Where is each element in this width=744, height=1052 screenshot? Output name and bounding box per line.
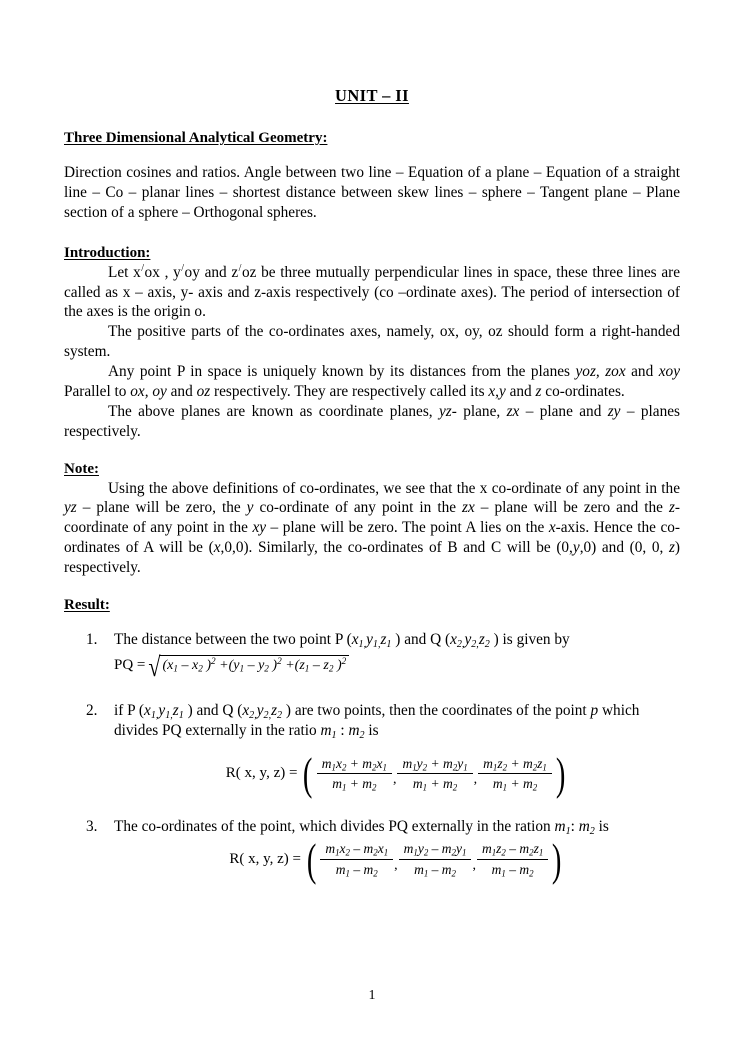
rad-t9: ) [333,657,342,673]
f3n-s4: 1 [542,761,547,772]
note-italic-z-coord: z [668,539,675,557]
result-item-2-text [114,702,639,739]
item2-text-d: which divides PQ externally in the ratio [114,701,640,739]
note-part-d: – plane will be zero and the [474,499,669,517]
result-item-1-number: 1. [86,630,98,648]
rad-t5: – y [244,657,265,673]
prime-mark-x: / [141,262,145,274]
fraction-numerator [397,755,472,775]
result-item-3-number: 3. [86,817,98,835]
rad-s3: 1 [239,663,245,674]
f1n-s4: 1 [382,761,387,772]
topic-heading [64,130,680,147]
g1n-m1: m [325,841,336,857]
left-paren-icon: ( [306,833,317,885]
fraction-denominator [488,774,542,793]
fraction-numerator [317,755,392,775]
note-part-h: ,0,0). Similarly, the co-ordinates of B and C will be (0, [220,539,573,557]
intro-p3-italic-yoz-zox: yoz, zox [575,363,626,380]
right-paren-icon: ) [555,747,566,799]
g1n-s4: 1 [383,847,389,858]
g2n-v1: y [417,841,424,857]
intro-p1-part-a: Let x [108,263,141,281]
item2-py1-sub: 1, [165,709,173,721]
g3n-op: – [505,841,520,857]
spacer-item2-item3 [64,793,680,817]
result-heading [64,597,680,614]
rad-t7: +(z [281,657,305,673]
intro-p4-part-c: – plane and [519,402,608,420]
item2-ratio-m2: m [348,721,360,739]
item1-qz2: z [478,630,485,648]
item2-py1: y [158,701,166,719]
rad-t4: +(y [215,657,240,673]
f2d-m1: m [412,776,423,792]
f2n-op: + [427,755,443,771]
fraction-denominator [327,774,381,793]
note-italic-x-axis: x [548,519,556,537]
item3-ratio-m1: m [554,817,566,835]
note-part-f: – plane will be zero. The point A lies on the [266,519,549,537]
f3n-s2: 2 [502,761,508,772]
list-item [64,701,680,799]
f3d-op: + [507,776,523,792]
item1-py1-sub: 1, [372,638,381,650]
topic-abstract: Direction cosines and ratios. Angle between two line – Equation of a plane – Equation of a straight line – Co – planar lines – shortest distance between skew lines – sphere – Tangent plane – Plane section of a sphere – Orthogonal spheres. [64,164,680,221]
item2-qz2: z [271,701,278,719]
formula-separator-comma: , [472,858,476,874]
item1-qx2: x [450,630,457,648]
item2-px1-sub: 1, [150,709,159,721]
f3n-v1: z [497,755,503,771]
item2-text-e: is [364,721,379,739]
g3n-s2: 2 [501,847,506,858]
f3d-s2: 2 [532,782,538,793]
unit-title-text: UNIT – II [335,86,409,105]
rad-s1: 1 [173,663,178,674]
radicand [159,655,349,677]
intro-p3-part-g: co-ordinates. [541,382,625,400]
g2n-s4: 1 [462,847,467,858]
intro-p3-part-a: Any point P in space is uniquely known by its distances from the planes [108,363,576,380]
formula-separator-comma: , [394,858,398,874]
intro-p3-part-f: and [505,382,536,400]
list-item [64,630,680,682]
f1n-v1: x [335,755,342,771]
f2n-s1: 1 [412,761,417,772]
g1n-v2: x [377,841,384,857]
intro-p3-part-e: respectively. They are respectively called its [210,382,489,400]
f2n-s3: 2 [452,761,458,772]
f1d-m2: m [362,776,373,792]
spacer-before-note [64,442,680,461]
f1d-s1: 1 [341,782,347,793]
f2n-m1: m [402,755,413,771]
g3d-s2: 2 [529,868,534,879]
f1n-m2: m [362,755,373,771]
fraction-z-external [477,840,548,878]
g3n-m1: m [481,841,492,857]
f3n-m2: m [522,755,533,771]
item3-ratio-m1-sub: 1 [565,825,571,837]
fraction-denominator [487,860,539,879]
g2n-s1: 1 [413,847,418,858]
f1n-s3: 2 [372,761,377,772]
g1d-s1: 1 [345,868,350,879]
item2-qz2-sub: 2 [277,709,283,721]
f2d-op: + [427,776,443,792]
item2-qx2: x [242,701,250,719]
item1-text-b: ) and Q ( [391,630,451,648]
item2-qy2-sub: 2, [263,709,272,721]
item1-qy2-sub: 2, [471,638,479,650]
intro-p3-italic-xoy: xoy [658,363,680,380]
section-formula-internal-lhs: R( x, y, z) = [225,764,298,781]
radical-sign-icon: √ [148,650,161,682]
prime-mark-y: / [181,262,185,274]
intro-p3-italic-ox-oy: ox, oy [130,382,167,400]
item2-ratio-m1: m [320,721,332,739]
f3n-m1: m [483,755,493,771]
rad-t8: – z [309,657,329,673]
item1-text-a: The distance between the two point P ( [114,630,352,648]
item1-pz1: z [380,630,387,648]
item2-px1: x [144,701,151,719]
topic-heading-text: Three Dimensional Analytical Geometry: [64,130,328,146]
g1n-m2: m [363,841,374,857]
note-italic-y: y [246,499,254,517]
rad-p2: 2 [277,655,282,666]
item2-pz1-sub: 1 [178,709,184,721]
g2d-m2: m [441,862,452,878]
g1d-op: – [349,862,364,878]
prime-mark-z: / [238,262,242,274]
f1d-s2: 2 [372,782,377,793]
f3n-s1: 1 [492,761,498,772]
distance-formula [114,650,680,682]
note-part-k: ) respectively. [64,539,681,576]
item2-text-c: ) are two points, then the coordinates of the point [282,701,591,719]
item2-text-a: if P ( [114,701,145,719]
g2n-op: – [428,841,442,857]
f2n-v2: y [457,755,464,771]
rad-s5: 1 [304,663,310,674]
g1n-op: – [349,841,364,857]
rad-s4: 2 [264,663,269,674]
result-item-2-number: 2. [86,701,98,719]
f3d-s1: 1 [502,782,508,793]
note-italic-zx: zx [462,499,475,517]
section-formula-external-lhs: R( x, y, z) = [229,850,301,867]
item1-py1: y [366,630,373,648]
introduction-heading-text: Introduction: [64,244,151,261]
right-paren-icon: ) [552,833,562,885]
item1-px1: x [351,630,359,648]
unit-title [64,86,680,106]
f2d-s2: 2 [452,782,458,793]
note-italic-yz: yz [64,499,77,517]
list-item [64,817,680,885]
rad-p1: 2 [211,655,216,666]
note-part-g: -axis. Hence the co-ordinates of A will be ( [64,519,680,557]
rad-s2: 2 [198,663,203,674]
f3d-m2: m [522,776,533,792]
item2-ratio-m1-sub: 1 [331,729,337,741]
fraction-denominator [409,860,461,879]
fraction-denominator [408,774,462,793]
item2-qx2-sub: 2, [249,709,257,721]
intro-p3-part-c: Parallel to [64,382,131,400]
f2n-s4: 1 [463,761,468,772]
intro-p1-part-b: ox , y [144,263,181,281]
note-heading-text: Note: [64,460,99,477]
f1n-op: + [346,755,363,771]
formula-separator-comma: , [392,772,397,788]
intro-p4-part-b: - plane, [451,402,507,420]
intro-p4-italic-zx: zx [506,402,520,420]
f2n-m2: m [442,755,453,771]
f3d-m1: m [492,776,503,792]
item2-pz1: z [172,701,179,719]
note-part-c: co-ordinate of any point in the [253,499,463,517]
f1n-s1: 1 [331,761,336,772]
item3-text-a: The co-ordinates of the point, which divides PQ externally in the ration [114,817,555,835]
rad-s6: 2 [328,663,334,674]
intro-p1-part-d: oz be three mutually perpendicular lines in space, these three lines are called as x – axis, y- axis and z-axis respectively (co –ordinate axes). The period of intersection of the axes is the origin o. [64,263,680,321]
g3d-m2: m [519,862,530,878]
f3n-s3: 2 [532,761,538,772]
result-heading-text: Result: [64,596,110,613]
introduction-paragraph-3 [64,362,680,402]
result-item-1-text [114,631,570,648]
f1d-op: + [346,776,363,792]
g1n-v1: x [339,841,346,857]
item1-qz2-sub: 2 [484,638,490,650]
f2d-m2: m [442,776,453,792]
g2n-s3: 2 [451,847,456,858]
item2-point-p: p [590,701,599,719]
g2n-v2: y [456,841,462,857]
rad-t6: ) [268,657,278,673]
item1-qy2: y [464,630,472,648]
note-part-e: - coordinate of any point in the [64,499,681,537]
g1n-s1: 1 [335,847,340,858]
note-italic-y-coord: y [572,539,580,557]
g2d-op: – [428,862,442,878]
g3d-m1: m [491,862,502,878]
section-formula-external [114,833,680,885]
spacer-before-result [64,578,680,597]
intro-p3-italic-z: z [535,382,542,400]
item2-ratio-m2-sub: 2 [359,729,365,741]
note-italic-z: z [668,499,675,517]
g2d-s2: 2 [451,868,456,879]
item1-pz1-sub: 1 [386,638,392,650]
g3d-s1: 1 [501,868,506,879]
fraction-z-internal [478,755,552,793]
introduction-paragraph-2: The positive parts of the co-ordinates axes, namely, ox, oy, oz should form a right-handed system. [64,323,680,361]
intro-p1-part-c: oy and z [184,263,239,281]
introduction-paragraph-1 [64,263,680,323]
f1n-s2: 2 [341,761,347,772]
fraction-numerator [399,840,472,860]
g2d-m1: m [414,862,424,878]
g3n-s3: 2 [529,847,534,858]
g3n-m2: m [519,841,530,857]
fraction-y-internal [397,755,472,793]
intro-p4-italic-zy: zy [607,402,621,420]
result-list [64,630,680,885]
f1n-m1: m [321,755,332,771]
f1d-m1: m [332,776,342,792]
note-part-a: Using the above definitions of co-ordinates, we see that the x co-ordinate of any point in the [108,479,680,497]
item3-ratio-m2: m [578,817,590,835]
note-italic-x-coord: x [213,539,221,557]
square-root-expression [148,650,349,682]
g2n-s2: 2 [423,847,429,858]
item1-px1-sub: 1, [358,638,367,650]
item3-ratio-m2-sub: 2 [589,825,595,837]
note-paragraph [64,479,680,578]
g1d-m2: m [363,862,374,878]
f2n-v1: y [416,755,423,771]
note-italic-xy: xy [252,519,267,537]
f2n-s2: 2 [422,761,428,772]
item2-ratio-colon: : [336,721,349,739]
g1d-m1: m [335,862,346,878]
fraction-x-internal [317,755,392,793]
intro-p3-part-b: and [625,363,659,380]
item2-qy2: y [256,701,264,719]
item2-text-b: ) and Q ( [183,701,243,719]
item3-text-b: is [594,817,609,835]
rad-t1: (x [162,657,174,673]
g2d-s1: 1 [423,868,429,879]
g3n-s1: 1 [491,847,497,858]
intro-p3-italic-oz: oz [196,382,211,400]
result-item-3-text [114,818,609,835]
g3n-v1: z [496,841,502,857]
distance-formula-lhs: PQ = [114,657,146,673]
intro-p4-part-a: The above planes are known as coordinate planes, [108,402,439,420]
item1-qx2-sub: 2, [456,638,465,650]
g1n-s3: 2 [373,847,378,858]
g2n-m2: m [441,841,452,857]
intro-p3-part-d: and [166,382,197,400]
page-content [64,86,681,885]
note-part-j: ,0) and (0, 0, [579,539,669,557]
f3n-op: + [507,755,523,771]
fraction-y-external [399,840,472,878]
left-paren-icon: ( [303,747,313,799]
g3n-v2: z [533,841,539,857]
g3n-s4: 1 [538,847,544,858]
fraction-x-external [320,840,393,878]
introduction-heading [64,245,680,262]
f2d-s1: 1 [422,782,428,793]
item3-ratio-colon: : [570,817,579,835]
introduction-paragraph-4 [64,402,680,442]
g1d-s2: 2 [373,868,378,879]
page-number: 1 [368,988,376,1003]
note-heading [64,461,680,478]
rad-t2: – x [177,657,199,673]
g1n-s2: 2 [345,847,350,858]
item1-text-c: ) is given by [489,630,570,648]
intro-p3-italic-xy: x,y [488,382,506,400]
f1n-v2: x [376,755,383,771]
f3n-v2: z [537,755,543,771]
rad-t3: ) [202,657,211,673]
intro-p4-italic-yz: yz [439,402,452,420]
formula-separator-comma: , [473,772,478,788]
fraction-numerator [478,755,552,775]
section-formula-internal [114,747,680,799]
intro-p4-part-d: – planes respectively. [64,402,680,440]
rad-p3: 2 [341,655,347,666]
fraction-numerator [320,840,393,860]
fraction-denominator [331,860,383,879]
fraction-numerator [477,840,548,860]
g2n-m1: m [403,841,414,857]
g3d-op: – [505,862,520,878]
note-part-b: – plane will be zero, the [76,499,247,517]
